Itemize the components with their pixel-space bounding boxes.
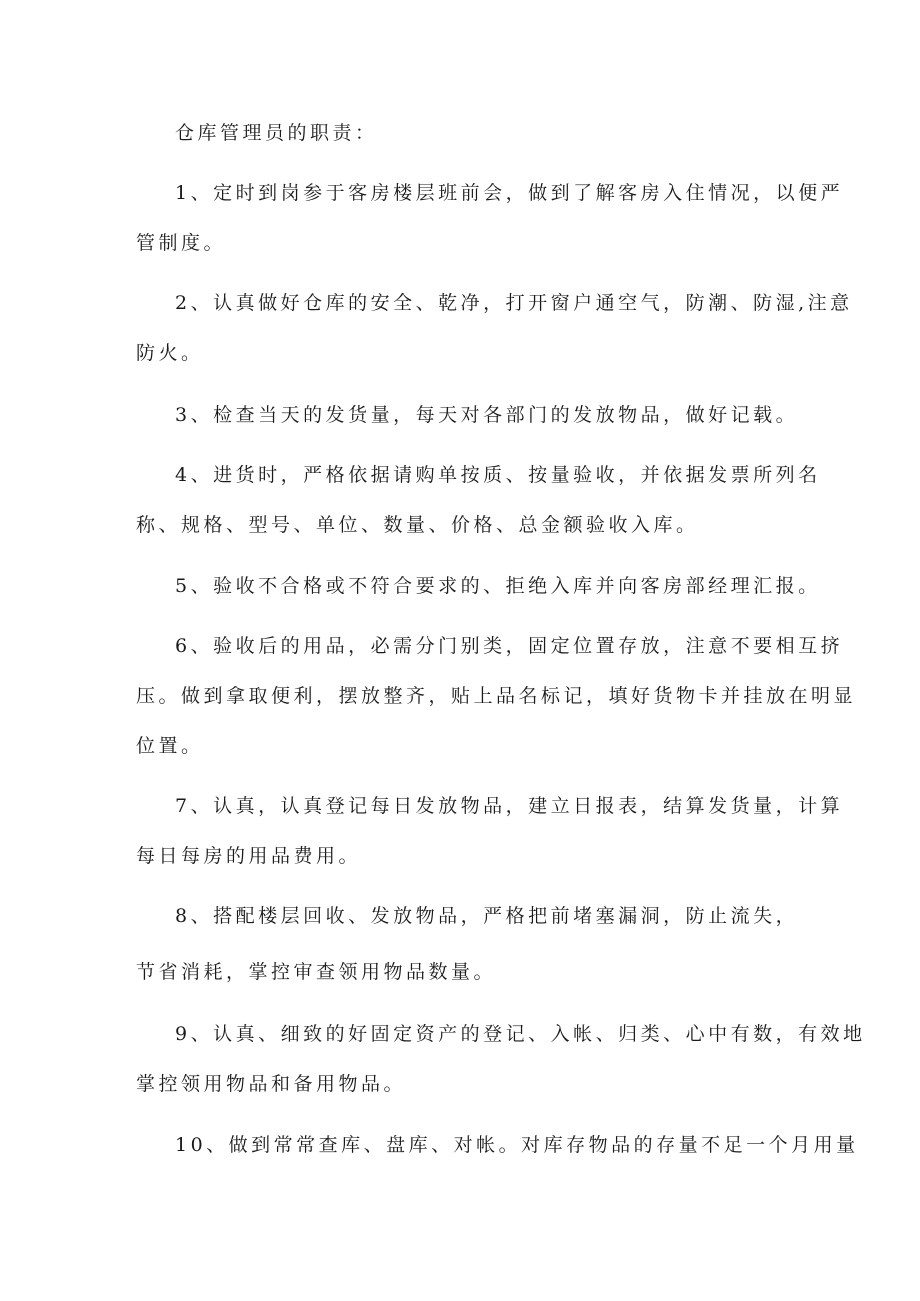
item-8-line-2: 节省消耗，掌控审查领用物品数量。	[136, 961, 497, 983]
item-1-line-1: 1、定时到岗参于客房楼层班前会，做到了解客房入住情况，以便严	[175, 182, 844, 204]
item-2-line-1: 2、认真做好仓库的安全、乾净，打开窗户通空气，防潮、防湿,注意	[175, 292, 853, 314]
item-1-line-2: 管制度。	[136, 232, 227, 254]
item-5-line-1: 5、验收不合格或不符合要求的、拒绝入库并向客房部经理汇报。	[175, 575, 821, 597]
document-heading: 仓库管理员的职责：	[175, 122, 378, 144]
item-9-line-2: 掌控领用物品和备用物品。	[136, 1073, 407, 1095]
item-9-line-1: 9、认真、细致的好固定资产的登记、入帐、归类、心中有数，有效地	[175, 1023, 866, 1045]
item-7-line-2: 每日每房的用品费用。	[136, 845, 362, 867]
item-6-line-3: 位置。	[136, 735, 204, 757]
item-3-line-1: 3、检查当天的发货量，每天对各部门的发放物品，做好记载。	[175, 404, 799, 426]
item-7-line-1: 7、认真，认真登记每日发放物品，建立日报表，结算发货量，计算	[175, 795, 844, 817]
item-10-line-1: 10、做到常常查库、盘库、对帐。对库存物品的存量不足一个月用量	[175, 1134, 859, 1156]
item-2-line-2: 防火。	[136, 342, 204, 364]
item-8-line-1: 8、搭配楼层回收、发放物品，严格把前堵塞漏洞，防止流失，	[175, 905, 799, 927]
item-4-line-1: 4、进货时，严格依据请购单按质、按量验收，并依据发票所列名	[175, 464, 821, 486]
item-6-line-2: 压。做到拿取便利，摆放整齐，贴上品名标记，填好货物卡并挂放在明显	[136, 685, 857, 707]
item-4-line-2: 称、规格、型号、单位、数量、价格、总金额验收入库。	[136, 514, 699, 536]
item-6-line-1: 6、验收后的用品，必需分门别类，固定位置存放，注意不要相互挤	[175, 635, 844, 657]
